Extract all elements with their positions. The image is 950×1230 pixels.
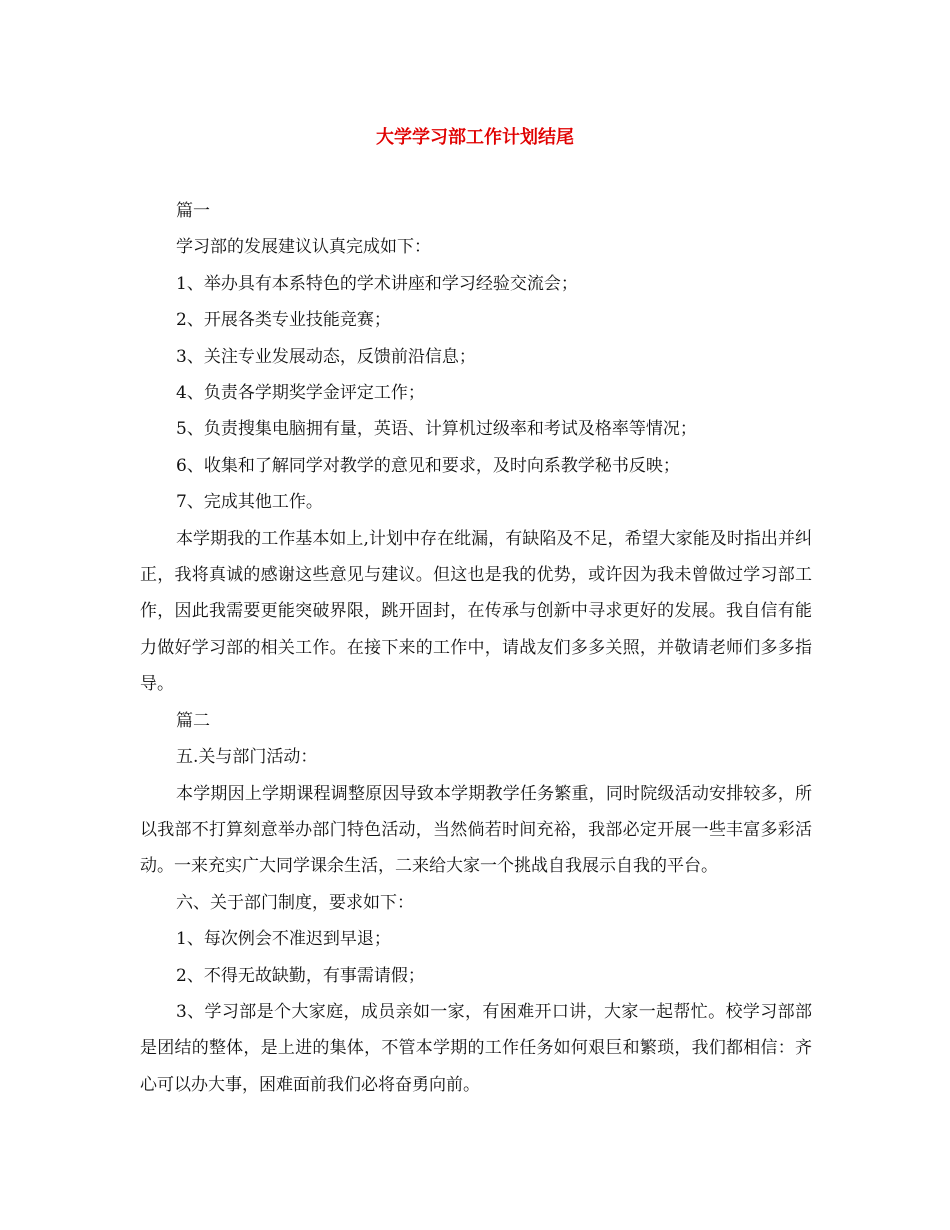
- list-item: 3、学习部是个大家庭，成员亲如一家，有困难开口讲，大家一起帮忙。校学习部部是团结的整体，是上进的集体，不管本学期的工作任务如何艰巨和繁琐，我们都相信：齐心可以办大事，困难面前我们必将奋勇向前。: [140, 1001, 812, 1095]
- list-item: 5、负责搜集电脑拥有量，英语、计算机过级率和考试及格率等情况；: [176, 419, 697, 440]
- document-title: 大学学习部工作计划结尾: [376, 127, 574, 148]
- paragraph-summary: 本学期我的工作基本如上,计划中存在纰漏，有缺陷及不足，希望大家能及时指出并纠正，我将真诚的感谢这些意见与建议。但这也是我的优势，或许因为我未曾做过学习部工作，因此我需要更能突破界限，跳开固封，在传承与创新中寻求更好的发展。我自信有能力做好学习部的相关工作。在接下来的工作中，请战友们多多关照，并敬请老师们多多指导。: [140, 528, 812, 695]
- list-item: 1、每次例会不准迟到早退；: [176, 929, 391, 950]
- list-item: 7、完成其他工作。: [176, 492, 323, 513]
- paragraph-section-1-heading: 篇一: [176, 201, 210, 221]
- list-item: 3、关注专业发展动态，反馈前沿信息；: [176, 346, 476, 367]
- paragraph-activities: 本学期因上学期课程调整原因导致本学期教学任务繁重，同时院级活动安排较多，所以我部不打算刻意举办部门特色活动，当然倘若时间充裕，我部必定开展一些丰富多彩活动。一来充实广大同学课余生活，二来给大家一个挑战自我展示自我的平台。: [140, 783, 812, 877]
- paragraph-rules-heading: 六、关于部门制度，要求如下：: [176, 892, 414, 913]
- list-item: 2、开展各类专业技能竞赛；: [176, 310, 391, 331]
- paragraph-intro: 学习部的发展建议认真完成如下：: [176, 237, 431, 258]
- list-item: 6、收集和了解同学对教学的意见和要求，及时向系教学秘书反映；: [176, 455, 680, 476]
- list-item: 2、不得无故缺勤，有事需请假；: [176, 965, 425, 986]
- document-body: [140, 193, 812, 1103]
- list-item: 1、举办具有本系特色的学术讲座和学习经验交流会；: [176, 273, 578, 294]
- paragraph-section-2-heading: 篇二: [176, 710, 210, 731]
- paragraph-activities-heading: 五.关与部门活动：: [176, 747, 318, 768]
- list-item: 4、负责各学期奖学金评定工作；: [176, 383, 425, 404]
